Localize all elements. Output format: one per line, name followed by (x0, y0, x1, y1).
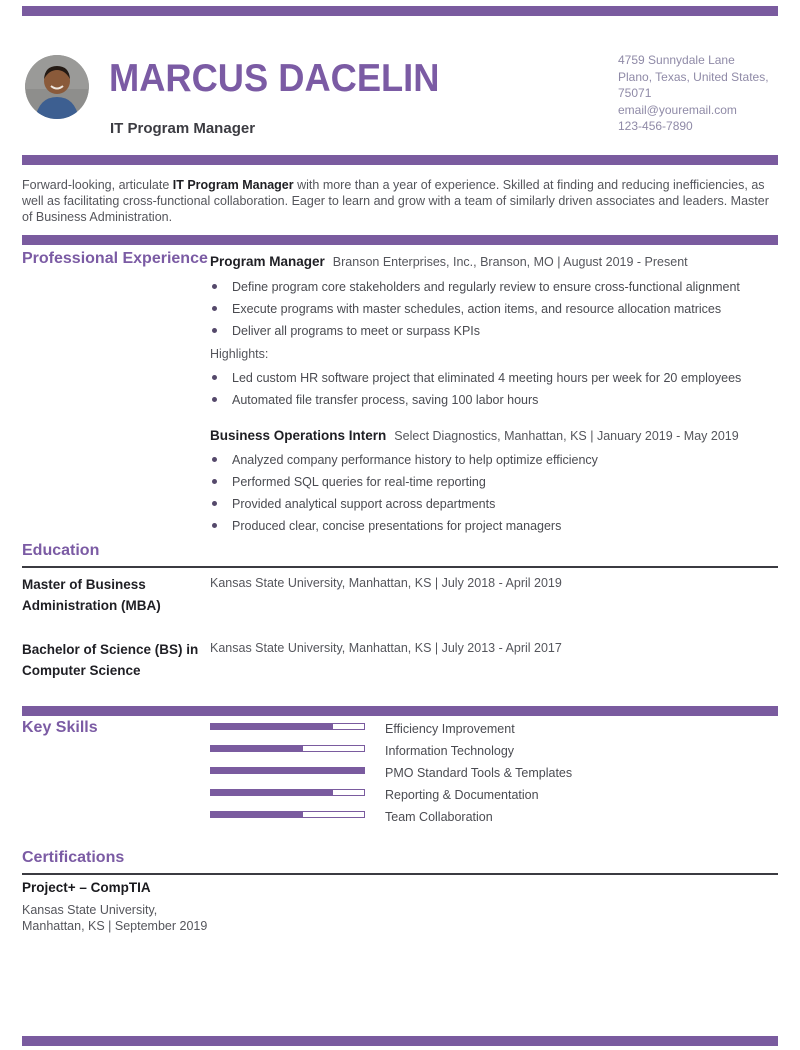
skill-bar-fill (211, 812, 303, 817)
bottom-border-bar (22, 1036, 778, 1046)
certification-detail: Manhattan, KS | September 2019 (22, 919, 208, 933)
section-rule (22, 566, 778, 568)
person-name: MARCUS DACELIN (109, 57, 440, 100)
summary-text: with more than a year of experience. Skilled at finding and reducing inefficiencies, as well as facilitating cross-functional collaboration. Eager to learn and grow with a team of similarly driven associates and leaders. Master of Business Administration. (22, 178, 769, 224)
job-header (210, 427, 739, 445)
bullet-dot-icon (212, 397, 217, 402)
bullet-text: Define program core stakeholders and regularly review to ensure cross-functional alignment (232, 280, 740, 294)
skill-bar (210, 767, 365, 774)
degree-name: Master of Business Administration (MBA) (22, 577, 161, 613)
avatar-photo-placeholder (25, 55, 89, 119)
summary-text: Forward-looking, articulate (22, 178, 173, 192)
skill-bar (210, 811, 365, 818)
contact-info (618, 52, 783, 135)
contact-email: email@youremail.com (618, 102, 737, 117)
skill-bar-fill (211, 746, 303, 751)
bullet-dot-icon (212, 284, 217, 289)
list-item (210, 519, 770, 534)
person-job-title: IT Program Manager (110, 120, 256, 137)
bullet-text: Provided analytical support across departments (232, 497, 496, 511)
degree-meta: Kansas State University, Manhattan, KS | July 2013 - April 2017 (210, 641, 562, 655)
skill-bar-fill (211, 724, 333, 729)
contact-address-line: 4759 Sunnydale Lane (618, 53, 735, 67)
list-item (210, 393, 770, 408)
job-header (210, 253, 688, 271)
bullet-text: Analyzed company performance history to help optimize efficiency (232, 453, 598, 467)
skill-label: Team Collaboration (385, 810, 493, 824)
bullet-text: Performed SQL queries for real-time reporting (232, 475, 486, 489)
section-rule (22, 873, 778, 875)
top-border-bar (22, 6, 778, 16)
divider-bar (22, 706, 778, 716)
bullet-text: Led custom HR software project that eliminated 4 meeting hours per week for 20 employees (232, 371, 742, 385)
bullet-dot-icon (212, 306, 217, 311)
bullet-dot-icon (212, 375, 217, 380)
degree-meta: Kansas State University, Manhattan, KS | July 2018 - April 2019 (210, 576, 562, 590)
job-meta: Branson Enterprises, Inc., Branson, MO | August 2019 - Present (332, 255, 688, 269)
list-item (210, 497, 770, 512)
skill-bar (210, 723, 365, 730)
degree-name: Bachelor of Science (BS) in Computer Science (22, 642, 199, 678)
section-heading-skills: Key Skills (22, 719, 98, 736)
list-item (210, 371, 770, 386)
skill-label: Efficiency Improvement (385, 722, 515, 736)
bullet-dot-icon (212, 523, 217, 528)
list-item (210, 302, 770, 317)
certification-detail: Kansas State University, (22, 903, 158, 917)
list-item (210, 280, 770, 295)
bullet-dot-icon (212, 501, 217, 506)
avatar (25, 55, 89, 119)
section-heading-experience: Professional Experience (22, 250, 208, 267)
summary-bold-text: IT Program Manager (172, 178, 294, 192)
highlights-label: Highlights: (210, 347, 269, 361)
contact-address-line: 75071 (618, 86, 652, 100)
bullet-text: Produced clear, concise presentations for project managers (232, 519, 562, 533)
job-meta: Select Diagnostics, Manhattan, KS | January 2019 - May 2019 (394, 429, 739, 443)
bullet-dot-icon (212, 328, 217, 333)
divider-bar (22, 235, 778, 245)
skill-label: PMO Standard Tools & Templates (385, 766, 573, 780)
skill-bar (210, 745, 365, 752)
bullet-dot-icon (212, 479, 217, 484)
bullet-text: Deliver all programs to meet or surpass KPIs (232, 324, 481, 338)
skill-label: Reporting & Documentation (385, 788, 539, 802)
summary-paragraph (22, 177, 778, 225)
skill-label: Information Technology (385, 744, 515, 758)
contact-phone: 123-456-7890 (618, 119, 693, 133)
list-item (210, 453, 770, 468)
section-heading-certifications: Certifications (22, 849, 125, 866)
skill-bar-fill (211, 768, 364, 773)
job-title: Program Manager (210, 254, 325, 269)
skill-bar (210, 789, 365, 796)
section-heading-education: Education (22, 542, 100, 559)
contact-address-line: Plano, Texas, United States, (618, 69, 769, 84)
skill-bar-fill (211, 790, 333, 795)
bullet-text: Automated file transfer process, saving 100 labor hours (232, 393, 539, 407)
divider-bar (22, 155, 778, 165)
bullet-text: Execute programs with master schedules, action items, and resource allocation matrices (232, 302, 722, 316)
list-item (210, 475, 770, 490)
list-item (210, 324, 770, 339)
job-title: Business Operations Intern (210, 428, 387, 443)
certification-name: Project+ – CompTIA (22, 880, 151, 895)
bullet-dot-icon (212, 457, 217, 462)
